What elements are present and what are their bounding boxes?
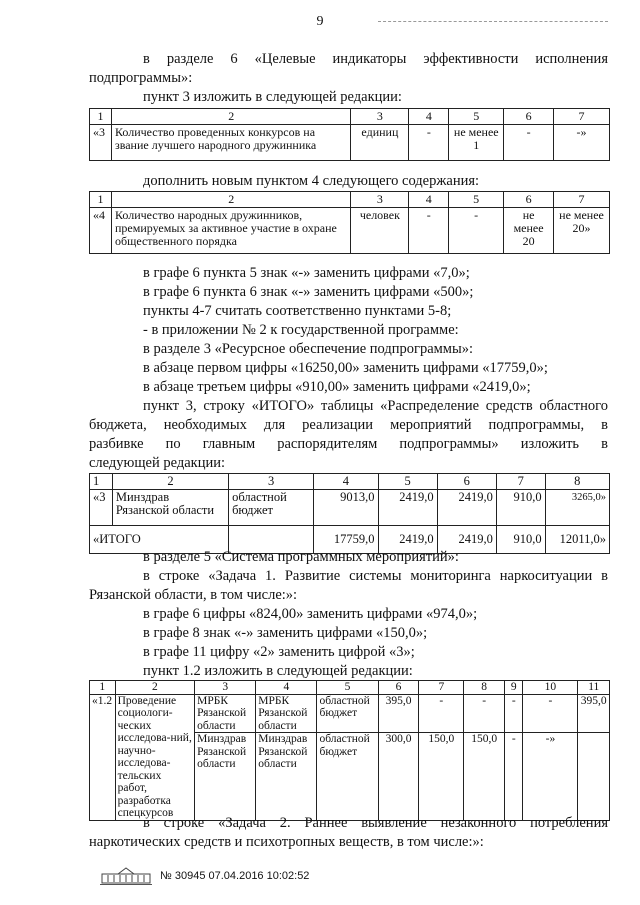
- indicators-table-point4: [89, 191, 610, 254]
- cell-value: 2419,0: [437, 490, 496, 526]
- header-cell: 3: [229, 474, 314, 490]
- cell-executor: Минздрав Рязанской области: [195, 733, 256, 820]
- paragraph-appendix2: - в приложении № 2 к государственной программе:: [143, 322, 459, 338]
- cell-value: -»: [523, 733, 578, 820]
- indicators-table-point3: [89, 108, 610, 161]
- header-cell: 7: [496, 474, 545, 490]
- paragraph-graph6-p6: в графе 6 пункта 6 знак «-» заменить цифрами «500»;: [143, 284, 474, 300]
- paragraph-itogo-c: разбивке по главным распорядителям подпрограммы» изложить в: [89, 436, 608, 452]
- cell-executor: МРБК Рязанской области: [195, 694, 256, 733]
- cell-distributor: МРБК Рязанской области: [256, 694, 317, 733]
- paragraph-add-point4: дополнить новым пунктом 4 следующего содержания:: [143, 173, 480, 189]
- page-number: 9: [316, 14, 324, 29]
- paragraph-itogo-d: следующей редакции:: [89, 455, 226, 471]
- cell-value: -: [409, 208, 449, 254]
- registration-number: № 30945 07.04.2016 10:02:52: [160, 869, 310, 882]
- cell-itogo-label: «ИТОГО: [90, 526, 229, 554]
- cell-value: -: [464, 694, 505, 733]
- header-cell: 7: [419, 681, 464, 695]
- header-cell: 8: [464, 681, 505, 695]
- cell-value: не менее 20»: [554, 208, 610, 254]
- cell-value: 2419,0: [378, 526, 437, 554]
- header-cell: 3: [195, 681, 256, 695]
- header-cell: 2: [115, 681, 195, 695]
- cell-value: 2419,0: [437, 526, 496, 554]
- header-cell: 5: [378, 474, 437, 490]
- cell-source: областной бюджет: [229, 490, 314, 526]
- header-cell: 1: [90, 681, 116, 695]
- cell-num: «1.2: [90, 694, 116, 820]
- header-cell: 5: [449, 109, 504, 125]
- cell-num: «3: [90, 125, 112, 161]
- header-cell: 6: [504, 109, 554, 125]
- header-cell: 7: [554, 109, 610, 125]
- paragraph-abzac3: в абзаце третьем цифры «910,00» заменить цифрами «2419,0»;: [143, 379, 531, 395]
- cell-indicator: Количество народных дружинников, премируемых за активное участие в охране общественного порядка: [111, 208, 350, 254]
- cell-value: не менее 20: [504, 208, 554, 254]
- header-cell: 4: [256, 681, 317, 695]
- paragraph-graph6: в графе 6 цифры «824,00» заменить цифрами «974,0»;: [143, 606, 478, 622]
- paragraph-point3: пункт 3 изложить в следующей редакции:: [143, 89, 402, 105]
- footer-registration: [100, 866, 309, 885]
- header-cell: 1: [90, 474, 113, 490]
- header-cell: 10: [523, 681, 578, 695]
- header-cell: 2: [111, 192, 350, 208]
- paragraph-section5: в разделе 5 «Система программных мероприятий»:: [143, 549, 459, 565]
- cell-value: не менее 1: [449, 125, 504, 161]
- header-cell: 4: [409, 109, 449, 125]
- header-cell: 6: [504, 192, 554, 208]
- cell-value: 910,0: [496, 526, 545, 554]
- header-cell: 3: [351, 192, 409, 208]
- cell-distributor: Минздрав Рязанской области: [112, 490, 228, 526]
- cell-value: -: [505, 694, 523, 733]
- cell-measure-name: Проведение социологи-ческих исследова-ний, научно-исследова-тельских работ, разработка спецкурсов: [115, 694, 195, 820]
- cell-value: -: [523, 694, 578, 733]
- building-emblem-icon: [100, 866, 152, 885]
- paragraph-section3: в разделе 3 «Ресурсное обеспечение подпрограммы»:: [143, 341, 474, 357]
- cell-value: 12011,0»: [545, 526, 609, 554]
- cell-source: областной бюджет: [317, 694, 378, 733]
- cell-value: 395,0: [578, 694, 610, 733]
- cell-value: -: [449, 208, 504, 254]
- cell-num: «4: [90, 208, 112, 254]
- budget-distribution-table: [89, 473, 610, 554]
- cell-value: -: [419, 694, 464, 733]
- cell-value: 3265,0»: [545, 490, 609, 526]
- cell-num: «3: [90, 490, 113, 526]
- cell-value: 910,0: [496, 490, 545, 526]
- paragraph-section6-cont: подпрограммы»:: [89, 70, 193, 86]
- cell-unit: человек: [351, 208, 409, 254]
- paragraph-graph6-p5: в графе 6 пункта 5 знак «-» заменить цифрами «7,0»;: [143, 265, 470, 281]
- paragraph-itogo-a: пункт 3, строку «ИТОГО» таблицы «Распределение средств областного: [143, 398, 608, 414]
- cell-value: -: [505, 733, 523, 820]
- cell-value: 9013,0: [314, 490, 378, 526]
- header-cell: 4: [314, 474, 378, 490]
- header-cell: 5: [449, 192, 504, 208]
- paragraph-point12: пункт 1.2 изложить в следующей редакции:: [143, 663, 413, 679]
- header-cell: 11: [578, 681, 610, 695]
- cell-value: -: [504, 125, 554, 161]
- paragraph-graph8: в графе 8 знак «-» заменить цифрами «150,0»;: [143, 625, 428, 641]
- cell-value: 395,0: [378, 694, 419, 733]
- cell-indicator: Количество проведенных конкурсов на звание лучшего народного дружинника: [111, 125, 350, 161]
- header-cell: 1: [90, 192, 112, 208]
- program-measures-table: [89, 680, 610, 821]
- paragraph-task2-a: в строке «Задача 2. Раннее выявление незаконного потребления: [143, 815, 608, 831]
- cell-value: -: [409, 125, 449, 161]
- paragraph-abzac1: в абзаце первом цифры «16250,00» заменить цифрами «17759,0»;: [143, 360, 548, 376]
- paragraph-task1-a: в строке «Задача 1. Развитие системы мониторинга наркоситуации в: [143, 568, 608, 584]
- cell-value: 150,0: [464, 733, 505, 820]
- cell-value: -»: [554, 125, 610, 161]
- header-cell: 3: [351, 109, 409, 125]
- cell-distributor: Минздрав Рязанской области: [256, 733, 317, 820]
- header-cell: 5: [317, 681, 378, 695]
- header-cell: 4: [409, 192, 449, 208]
- header-cell: 2: [111, 109, 350, 125]
- cell-source: областной бюджет: [317, 733, 378, 820]
- header-cell: 8: [545, 474, 609, 490]
- cell-value: 150,0: [419, 733, 464, 820]
- paragraph-task1-b: Рязанской области, в том числе:»:: [89, 587, 298, 603]
- header-cell: 9: [505, 681, 523, 695]
- paragraph-graph11: в графе 11 цифру «2» заменить цифрой «3»;: [143, 644, 415, 660]
- header-cell: 6: [378, 681, 419, 695]
- cell-value: 2419,0: [378, 490, 437, 526]
- paragraph-task2-b: наркотических средств и психотропных веществ, в том числе:»:: [89, 834, 484, 850]
- cell-value: 17759,0: [314, 526, 378, 554]
- cell-unit: единиц: [351, 125, 409, 161]
- paragraph-renumber: пункты 4-7 считать соответственно пунктами 5-8;: [143, 303, 452, 319]
- header-cell: 6: [437, 474, 496, 490]
- paragraph-section6: в разделе 6 «Целевые индикаторы эффективности исполнения: [143, 51, 608, 67]
- header-cell: 2: [112, 474, 228, 490]
- header-cell: 7: [554, 192, 610, 208]
- paragraph-itogo-b: бюджета, необходимых для реализации мероприятий подпрограммы, в: [89, 417, 608, 433]
- top-divider: [378, 21, 608, 22]
- header-cell: 1: [90, 109, 112, 125]
- cell-empty: [578, 733, 610, 820]
- cell-value: 300,0: [378, 733, 419, 820]
